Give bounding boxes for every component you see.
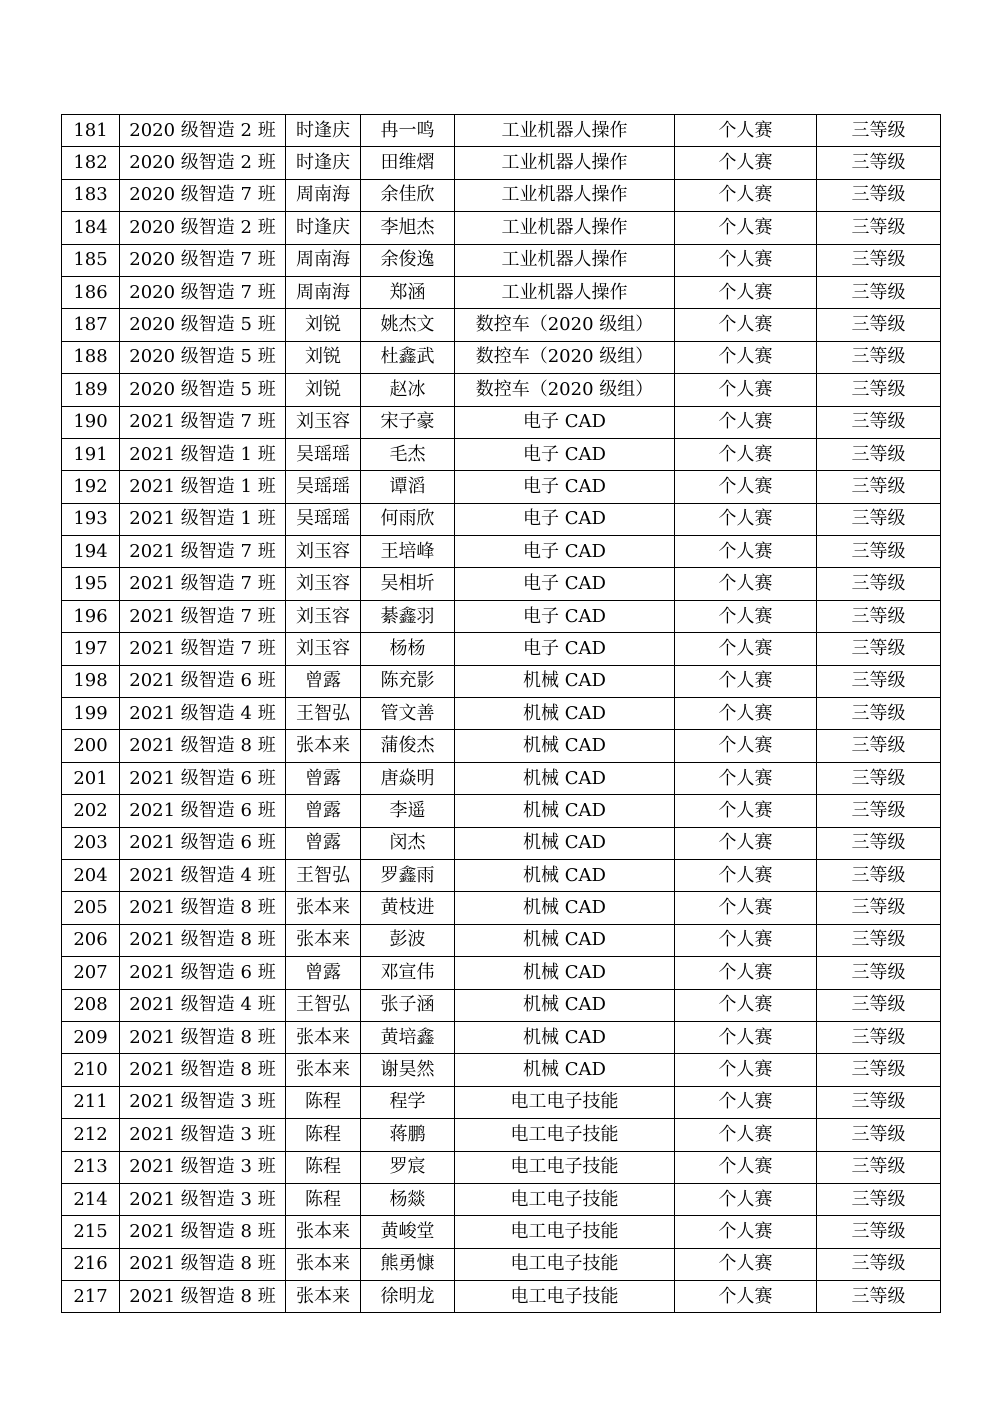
competition-type-cell: 个人赛	[675, 438, 817, 470]
competition-type-cell: 个人赛	[675, 892, 817, 924]
award-level-cell: 三等级	[817, 341, 941, 373]
teacher-name-cell: 陈程	[286, 1183, 361, 1215]
table-row	[62, 600, 941, 632]
table-row	[62, 212, 941, 244]
class-name-cell: 2021 级智造 3 班	[120, 1086, 286, 1118]
student-name-cell: 李遥	[361, 795, 455, 827]
event-name-cell: 数控车（2020 级组）	[455, 309, 675, 341]
teacher-name-cell: 吴瑶瑶	[286, 503, 361, 535]
row-number-cell: 207	[62, 957, 120, 989]
event-name-cell: 机械 CAD	[455, 730, 675, 762]
teacher-name-cell: 时逢庆	[286, 212, 361, 244]
award-level-cell: 三等级	[817, 762, 941, 794]
class-name-cell: 2021 级智造 3 班	[120, 1151, 286, 1183]
table-row	[62, 1281, 941, 1313]
row-number-cell: 217	[62, 1281, 120, 1313]
teacher-name-cell: 张本来	[286, 1021, 361, 1053]
student-name-cell: 邓宣伟	[361, 957, 455, 989]
competition-type-cell: 个人赛	[675, 1183, 817, 1215]
award-level-cell: 三等级	[817, 827, 941, 859]
class-name-cell: 2021 级智造 8 班	[120, 1281, 286, 1313]
competition-type-cell: 个人赛	[675, 827, 817, 859]
table-row	[62, 568, 941, 600]
table-row	[62, 924, 941, 956]
table-row	[62, 1054, 941, 1086]
table-row	[62, 1021, 941, 1053]
table-row	[62, 438, 941, 470]
class-name-cell: 2021 级智造 4 班	[120, 989, 286, 1021]
row-number-cell: 188	[62, 341, 120, 373]
teacher-name-cell: 时逢庆	[286, 147, 361, 179]
award-level-cell: 三等级	[817, 471, 941, 503]
table-row	[62, 795, 941, 827]
class-name-cell: 2020 级智造 7 班	[120, 276, 286, 308]
teacher-name-cell: 曾露	[286, 957, 361, 989]
table-row	[62, 989, 941, 1021]
event-name-cell: 电子 CAD	[455, 438, 675, 470]
row-number-cell: 197	[62, 633, 120, 665]
teacher-name-cell: 周南海	[286, 244, 361, 276]
competition-type-cell: 个人赛	[675, 1054, 817, 1086]
teacher-name-cell: 吴瑶瑶	[286, 438, 361, 470]
table-row	[62, 1248, 941, 1280]
competition-type-cell: 个人赛	[675, 957, 817, 989]
teacher-name-cell: 刘锐	[286, 374, 361, 406]
teacher-name-cell: 陈程	[286, 1119, 361, 1151]
competition-type-cell: 个人赛	[675, 147, 817, 179]
event-name-cell: 机械 CAD	[455, 924, 675, 956]
table-body	[62, 115, 941, 1313]
table-row	[62, 859, 941, 891]
row-number-cell: 214	[62, 1183, 120, 1215]
row-number-cell: 205	[62, 892, 120, 924]
event-name-cell: 机械 CAD	[455, 989, 675, 1021]
teacher-name-cell: 刘玉容	[286, 406, 361, 438]
teacher-name-cell: 张本来	[286, 730, 361, 762]
event-name-cell: 机械 CAD	[455, 698, 675, 730]
teacher-name-cell: 刘玉容	[286, 600, 361, 632]
row-number-cell: 191	[62, 438, 120, 470]
award-level-cell: 三等级	[817, 276, 941, 308]
row-number-cell: 209	[62, 1021, 120, 1053]
row-number-cell: 208	[62, 989, 120, 1021]
class-name-cell: 2021 级智造 8 班	[120, 1248, 286, 1280]
competition-type-cell: 个人赛	[675, 924, 817, 956]
student-name-cell: 冉一鸣	[361, 115, 455, 147]
teacher-name-cell: 刘锐	[286, 309, 361, 341]
award-level-cell: 三等级	[817, 600, 941, 632]
row-number-cell: 189	[62, 374, 120, 406]
table-row	[62, 179, 941, 211]
event-name-cell: 机械 CAD	[455, 762, 675, 794]
student-name-cell: 熊勇慷	[361, 1248, 455, 1280]
student-name-cell: 徐明龙	[361, 1281, 455, 1313]
row-number-cell: 198	[62, 665, 120, 697]
table-row	[62, 309, 941, 341]
award-level-cell: 三等级	[817, 1086, 941, 1118]
table-row	[62, 730, 941, 762]
class-name-cell: 2020 级智造 7 班	[120, 244, 286, 276]
competition-type-cell: 个人赛	[675, 698, 817, 730]
event-name-cell: 机械 CAD	[455, 665, 675, 697]
class-name-cell: 2021 级智造 6 班	[120, 665, 286, 697]
teacher-name-cell: 陈程	[286, 1086, 361, 1118]
award-level-cell: 三等级	[817, 1119, 941, 1151]
competition-type-cell: 个人赛	[675, 406, 817, 438]
student-name-cell: 李旭杰	[361, 212, 455, 244]
student-name-cell: 綦鑫羽	[361, 600, 455, 632]
table-row	[62, 276, 941, 308]
student-name-cell: 余俊逸	[361, 244, 455, 276]
class-name-cell: 2021 级智造 1 班	[120, 438, 286, 470]
table-row	[62, 503, 941, 535]
teacher-name-cell: 刘玉容	[286, 568, 361, 600]
teacher-name-cell: 陈程	[286, 1151, 361, 1183]
competition-type-cell: 个人赛	[675, 374, 817, 406]
row-number-cell: 206	[62, 924, 120, 956]
table-row	[62, 471, 941, 503]
row-number-cell: 204	[62, 859, 120, 891]
event-name-cell: 工业机器人操作	[455, 212, 675, 244]
student-name-cell: 黄培鑫	[361, 1021, 455, 1053]
table-row	[62, 665, 941, 697]
award-table	[61, 114, 941, 1313]
competition-type-cell: 个人赛	[675, 536, 817, 568]
event-name-cell: 电工电子技能	[455, 1086, 675, 1118]
award-level-cell: 三等级	[817, 406, 941, 438]
award-level-cell: 三等级	[817, 924, 941, 956]
event-name-cell: 机械 CAD	[455, 1054, 675, 1086]
competition-type-cell: 个人赛	[675, 762, 817, 794]
student-name-cell: 唐焱明	[361, 762, 455, 794]
award-level-cell: 三等级	[817, 730, 941, 762]
row-number-cell: 190	[62, 406, 120, 438]
class-name-cell: 2020 级智造 2 班	[120, 147, 286, 179]
award-level-cell: 三等级	[817, 536, 941, 568]
competition-type-cell: 个人赛	[675, 309, 817, 341]
class-name-cell: 2021 级智造 4 班	[120, 698, 286, 730]
event-name-cell: 电子 CAD	[455, 503, 675, 535]
competition-type-cell: 个人赛	[675, 600, 817, 632]
table-row	[62, 147, 941, 179]
student-name-cell: 程学	[361, 1086, 455, 1118]
class-name-cell: 2021 级智造 1 班	[120, 471, 286, 503]
table-row	[62, 536, 941, 568]
class-name-cell: 2021 级智造 1 班	[120, 503, 286, 535]
competition-type-cell: 个人赛	[675, 730, 817, 762]
class-name-cell: 2021 级智造 6 班	[120, 957, 286, 989]
teacher-name-cell: 张本来	[286, 1216, 361, 1248]
competition-type-cell: 个人赛	[675, 1216, 817, 1248]
student-name-cell: 罗宸	[361, 1151, 455, 1183]
competition-type-cell: 个人赛	[675, 1021, 817, 1053]
event-name-cell: 机械 CAD	[455, 859, 675, 891]
teacher-name-cell: 张本来	[286, 892, 361, 924]
competition-type-cell: 个人赛	[675, 1248, 817, 1280]
table-row	[62, 115, 941, 147]
table-row	[62, 698, 941, 730]
event-name-cell: 工业机器人操作	[455, 115, 675, 147]
row-number-cell: 182	[62, 147, 120, 179]
row-number-cell: 187	[62, 309, 120, 341]
event-name-cell: 机械 CAD	[455, 795, 675, 827]
competition-type-cell: 个人赛	[675, 568, 817, 600]
table-row	[62, 1086, 941, 1118]
class-name-cell: 2020 级智造 2 班	[120, 115, 286, 147]
competition-type-cell: 个人赛	[675, 471, 817, 503]
row-number-cell: 194	[62, 536, 120, 568]
event-name-cell: 电子 CAD	[455, 471, 675, 503]
award-level-cell: 三等级	[817, 989, 941, 1021]
class-name-cell: 2021 级智造 4 班	[120, 859, 286, 891]
row-number-cell: 201	[62, 762, 120, 794]
student-name-cell: 宋子豪	[361, 406, 455, 438]
row-number-cell: 183	[62, 179, 120, 211]
student-name-cell: 谢昊然	[361, 1054, 455, 1086]
table-row	[62, 762, 941, 794]
student-name-cell: 闵杰	[361, 827, 455, 859]
table-row	[62, 1151, 941, 1183]
competition-type-cell: 个人赛	[675, 212, 817, 244]
award-level-cell: 三等级	[817, 503, 941, 535]
event-name-cell: 电子 CAD	[455, 406, 675, 438]
row-number-cell: 213	[62, 1151, 120, 1183]
class-name-cell: 2021 级智造 8 班	[120, 730, 286, 762]
student-name-cell: 余佳欣	[361, 179, 455, 211]
table-row	[62, 633, 941, 665]
teacher-name-cell: 刘玉容	[286, 536, 361, 568]
event-name-cell: 电子 CAD	[455, 633, 675, 665]
event-name-cell: 电子 CAD	[455, 568, 675, 600]
event-name-cell: 电子 CAD	[455, 536, 675, 568]
award-level-cell: 三等级	[817, 244, 941, 276]
row-number-cell: 193	[62, 503, 120, 535]
event-name-cell: 工业机器人操作	[455, 244, 675, 276]
student-name-cell: 黄峻堂	[361, 1216, 455, 1248]
award-level-cell: 三等级	[817, 1151, 941, 1183]
class-name-cell: 2021 级智造 7 班	[120, 633, 286, 665]
event-name-cell: 机械 CAD	[455, 827, 675, 859]
competition-type-cell: 个人赛	[675, 115, 817, 147]
table-row	[62, 892, 941, 924]
student-name-cell: 陈充影	[361, 665, 455, 697]
student-name-cell: 何雨欣	[361, 503, 455, 535]
competition-type-cell: 个人赛	[675, 989, 817, 1021]
event-name-cell: 工业机器人操作	[455, 179, 675, 211]
competition-type-cell: 个人赛	[675, 341, 817, 373]
teacher-name-cell: 时逢庆	[286, 115, 361, 147]
row-number-cell: 199	[62, 698, 120, 730]
event-name-cell: 工业机器人操作	[455, 276, 675, 308]
student-name-cell: 吴相圻	[361, 568, 455, 600]
award-level-cell: 三等级	[817, 957, 941, 989]
competition-type-cell: 个人赛	[675, 179, 817, 211]
class-name-cell: 2021 级智造 8 班	[120, 1216, 286, 1248]
award-level-cell: 三等级	[817, 115, 941, 147]
row-number-cell: 202	[62, 795, 120, 827]
competition-type-cell: 个人赛	[675, 276, 817, 308]
award-level-cell: 三等级	[817, 147, 941, 179]
student-name-cell: 蒋鹏	[361, 1119, 455, 1151]
teacher-name-cell: 曾露	[286, 762, 361, 794]
teacher-name-cell: 周南海	[286, 276, 361, 308]
class-name-cell: 2021 级智造 6 班	[120, 795, 286, 827]
student-name-cell: 毛杰	[361, 438, 455, 470]
award-level-cell: 三等级	[817, 665, 941, 697]
row-number-cell: 203	[62, 827, 120, 859]
competition-type-cell: 个人赛	[675, 665, 817, 697]
award-level-cell: 三等级	[817, 1054, 941, 1086]
teacher-name-cell: 曾露	[286, 827, 361, 859]
table-row	[62, 406, 941, 438]
award-level-cell: 三等级	[817, 633, 941, 665]
event-name-cell: 机械 CAD	[455, 957, 675, 989]
teacher-name-cell: 刘锐	[286, 341, 361, 373]
class-name-cell: 2021 级智造 7 班	[120, 568, 286, 600]
teacher-name-cell: 张本来	[286, 924, 361, 956]
teacher-name-cell: 曾露	[286, 795, 361, 827]
class-name-cell: 2021 级智造 6 班	[120, 762, 286, 794]
award-level-cell: 三等级	[817, 179, 941, 211]
competition-type-cell: 个人赛	[675, 859, 817, 891]
class-name-cell: 2021 级智造 8 班	[120, 892, 286, 924]
teacher-name-cell: 王智弘	[286, 859, 361, 891]
table-row	[62, 1183, 941, 1215]
row-number-cell: 200	[62, 730, 120, 762]
event-name-cell: 电工电子技能	[455, 1248, 675, 1280]
row-number-cell: 216	[62, 1248, 120, 1280]
row-number-cell: 215	[62, 1216, 120, 1248]
teacher-name-cell: 王智弘	[286, 989, 361, 1021]
award-level-cell: 三等级	[817, 1281, 941, 1313]
row-number-cell: 195	[62, 568, 120, 600]
award-level-cell: 三等级	[817, 1216, 941, 1248]
row-number-cell: 212	[62, 1119, 120, 1151]
class-name-cell: 2021 级智造 6 班	[120, 827, 286, 859]
row-number-cell: 210	[62, 1054, 120, 1086]
student-name-cell: 张子涵	[361, 989, 455, 1021]
award-level-cell: 三等级	[817, 795, 941, 827]
award-level-cell: 三等级	[817, 1021, 941, 1053]
class-name-cell: 2020 级智造 2 班	[120, 212, 286, 244]
student-name-cell: 管文善	[361, 698, 455, 730]
class-name-cell: 2021 级智造 8 班	[120, 1021, 286, 1053]
teacher-name-cell: 周南海	[286, 179, 361, 211]
teacher-name-cell: 王智弘	[286, 698, 361, 730]
class-name-cell: 2020 级智造 5 班	[120, 309, 286, 341]
table-row	[62, 1119, 941, 1151]
competition-type-cell: 个人赛	[675, 503, 817, 535]
award-level-cell: 三等级	[817, 212, 941, 244]
student-name-cell: 田维熠	[361, 147, 455, 179]
row-number-cell: 181	[62, 115, 120, 147]
class-name-cell: 2020 级智造 5 班	[120, 374, 286, 406]
event-name-cell: 电工电子技能	[455, 1183, 675, 1215]
student-name-cell: 杜鑫武	[361, 341, 455, 373]
row-number-cell: 184	[62, 212, 120, 244]
award-level-cell: 三等级	[817, 859, 941, 891]
row-number-cell: 185	[62, 244, 120, 276]
student-name-cell: 杨杨	[361, 633, 455, 665]
student-name-cell: 杨燚	[361, 1183, 455, 1215]
event-name-cell: 电工电子技能	[455, 1119, 675, 1151]
competition-type-cell: 个人赛	[675, 1119, 817, 1151]
award-level-cell: 三等级	[817, 309, 941, 341]
award-level-cell: 三等级	[817, 438, 941, 470]
award-level-cell: 三等级	[817, 698, 941, 730]
table-row	[62, 244, 941, 276]
competition-type-cell: 个人赛	[675, 1086, 817, 1118]
table-row	[62, 827, 941, 859]
class-name-cell: 2020 级智造 7 班	[120, 179, 286, 211]
class-name-cell: 2020 级智造 5 班	[120, 341, 286, 373]
student-name-cell: 彭波	[361, 924, 455, 956]
competition-type-cell: 个人赛	[675, 1151, 817, 1183]
competition-type-cell: 个人赛	[675, 244, 817, 276]
student-name-cell: 郑涵	[361, 276, 455, 308]
table-row	[62, 374, 941, 406]
class-name-cell: 2021 级智造 7 班	[120, 600, 286, 632]
student-name-cell: 赵冰	[361, 374, 455, 406]
award-level-cell: 三等级	[817, 568, 941, 600]
class-name-cell: 2021 级智造 3 班	[120, 1183, 286, 1215]
event-name-cell: 电工电子技能	[455, 1151, 675, 1183]
teacher-name-cell: 吴瑶瑶	[286, 471, 361, 503]
event-name-cell: 机械 CAD	[455, 892, 675, 924]
row-number-cell: 196	[62, 600, 120, 632]
event-name-cell: 机械 CAD	[455, 1021, 675, 1053]
teacher-name-cell: 曾露	[286, 665, 361, 697]
teacher-name-cell: 张本来	[286, 1054, 361, 1086]
class-name-cell: 2021 级智造 7 班	[120, 536, 286, 568]
table-row	[62, 1216, 941, 1248]
event-name-cell: 电工电子技能	[455, 1281, 675, 1313]
class-name-cell: 2021 级智造 3 班	[120, 1119, 286, 1151]
competition-type-cell: 个人赛	[675, 795, 817, 827]
table-row	[62, 957, 941, 989]
award-level-cell: 三等级	[817, 892, 941, 924]
student-name-cell: 罗鑫雨	[361, 859, 455, 891]
student-name-cell: 王培峰	[361, 536, 455, 568]
teacher-name-cell: 张本来	[286, 1281, 361, 1313]
award-level-cell: 三等级	[817, 1183, 941, 1215]
event-name-cell: 数控车（2020 级组）	[455, 341, 675, 373]
class-name-cell: 2021 级智造 8 班	[120, 1054, 286, 1086]
student-name-cell: 黄枝进	[361, 892, 455, 924]
student-name-cell: 蒲俊杰	[361, 730, 455, 762]
student-name-cell: 谭滔	[361, 471, 455, 503]
class-name-cell: 2021 级智造 8 班	[120, 924, 286, 956]
class-name-cell: 2021 级智造 7 班	[120, 406, 286, 438]
student-name-cell: 姚杰文	[361, 309, 455, 341]
table-row	[62, 341, 941, 373]
award-level-cell: 三等级	[817, 374, 941, 406]
teacher-name-cell: 张本来	[286, 1248, 361, 1280]
event-name-cell: 工业机器人操作	[455, 147, 675, 179]
teacher-name-cell: 刘玉容	[286, 633, 361, 665]
row-number-cell: 211	[62, 1086, 120, 1118]
competition-type-cell: 个人赛	[675, 633, 817, 665]
row-number-cell: 192	[62, 471, 120, 503]
row-number-cell: 186	[62, 276, 120, 308]
event-name-cell: 数控车（2020 级组）	[455, 374, 675, 406]
competition-type-cell: 个人赛	[675, 1281, 817, 1313]
award-level-cell: 三等级	[817, 1248, 941, 1280]
event-name-cell: 电子 CAD	[455, 600, 675, 632]
event-name-cell: 电工电子技能	[455, 1216, 675, 1248]
